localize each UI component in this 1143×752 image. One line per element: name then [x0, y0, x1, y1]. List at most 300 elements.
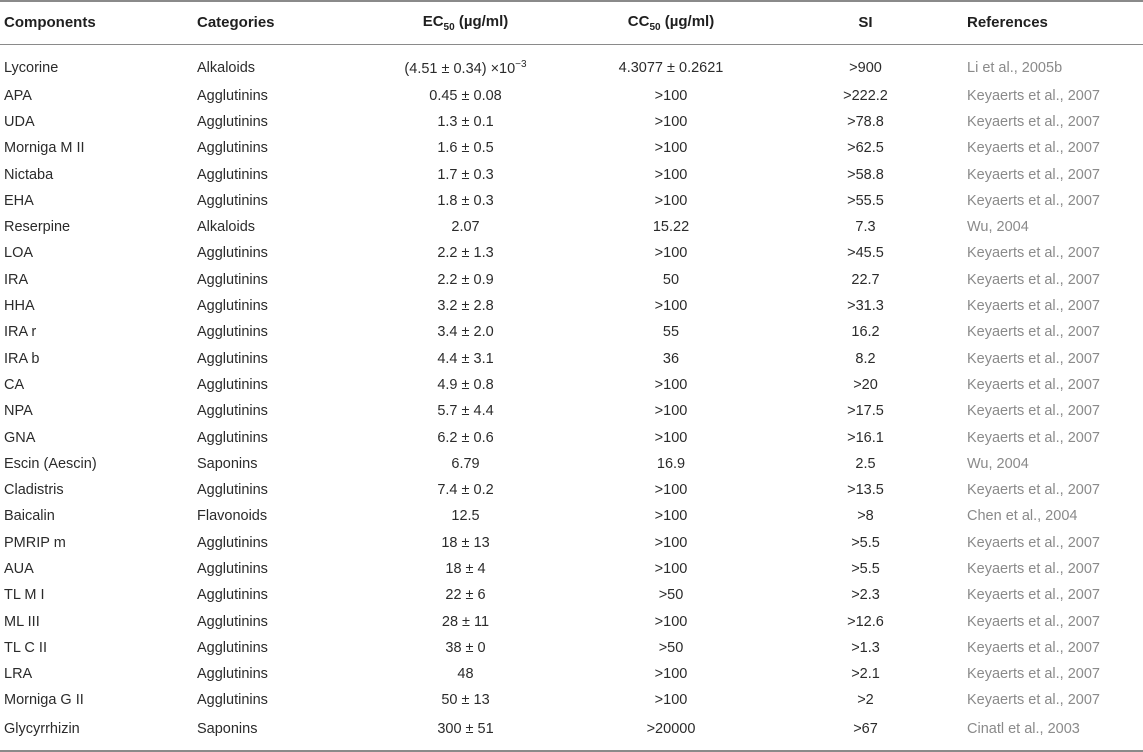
cell-reference-text: Keyaerts et al., 2007 [967, 587, 1100, 604]
cell-reference [953, 503, 1143, 529]
cell-si [778, 687, 953, 713]
cell-category-text: Agglutinins [197, 113, 268, 130]
cell-ec50-text: 12.5 [451, 508, 480, 525]
header-ec50 [367, 1, 564, 44]
cell-ec50-text: 2.07 [451, 219, 480, 236]
cell-category [197, 345, 367, 371]
cell-category [197, 44, 367, 83]
cell-ec50 [367, 135, 564, 161]
cell-si-text: >1.3 [851, 639, 880, 656]
table-row [0, 109, 1143, 135]
cell-ec50 [367, 188, 564, 214]
cell-component-text: Baicalin [4, 508, 55, 525]
cell-reference-text: Keyaerts et al., 2007 [967, 245, 1100, 262]
cell-component [0, 372, 197, 398]
cell-component [0, 293, 197, 319]
cell-cc50-text: >100 [654, 508, 688, 525]
cell-cc50 [564, 635, 778, 661]
cell-category [197, 161, 367, 187]
cell-component-text: UDA [4, 113, 35, 130]
header-cc50-prefix: CC [627, 12, 650, 30]
cell-cc50-text: >100 [654, 692, 688, 709]
cell-category-text: Agglutinins [197, 587, 268, 604]
cell-reference-text: Wu, 2004 [967, 219, 1029, 236]
cell-si-text: >5.5 [851, 560, 880, 577]
cell-ec50-text: 6.2 ± 0.6 [437, 429, 494, 446]
cell-ec50-text: 28 ± 11 [441, 613, 490, 630]
header-row [0, 1, 1143, 44]
cell-category [197, 372, 367, 398]
cell-ec50-text: 4.4 ± 3.1 [437, 350, 494, 367]
cell-component [0, 582, 197, 608]
cell-component [0, 240, 197, 266]
table-row [0, 530, 1143, 556]
cell-si-text: >2.3 [851, 587, 880, 604]
cell-si [778, 161, 953, 187]
cell-component-text: APA [4, 87, 32, 104]
cell-component-text: TL C II [4, 639, 47, 656]
cell-ec50 [367, 661, 564, 687]
cell-component [0, 188, 197, 214]
cell-ec50-text: 1.6 ± 0.5 [437, 140, 494, 157]
cell-si [778, 582, 953, 608]
cell-reference [953, 293, 1143, 319]
table-row [0, 661, 1143, 687]
cell-ec50-text: 3.2 ± 2.8 [437, 298, 494, 315]
cell-si-text: >13.5 [847, 482, 884, 499]
cell-cc50-text: 4.3077 ± 0.2621 [618, 59, 724, 76]
cell-reference-text: Keyaerts et al., 2007 [967, 271, 1100, 288]
cell-ec50-text: 0.45 ± 0.08 [429, 87, 502, 104]
cell-reference [953, 477, 1143, 503]
header-cc50-unit: (µg/ml) [660, 12, 715, 30]
table-row [0, 135, 1143, 161]
cell-si-text: 16.2 [851, 324, 880, 341]
cell-si-text: 8.2 [855, 350, 876, 367]
cell-si [778, 503, 953, 529]
cell-si [778, 345, 953, 371]
cell-si [778, 240, 953, 266]
cell-component [0, 424, 197, 450]
cell-si-text: >12.6 [847, 613, 884, 630]
cell-component [0, 477, 197, 503]
cell-ec50 [367, 44, 564, 83]
cell-ec50-text: 1.7 ± 0.3 [437, 166, 494, 183]
cell-category-text: Agglutinins [197, 376, 268, 393]
cell-si-text: >67 [853, 720, 878, 737]
cell-cc50-text: >100 [654, 113, 688, 130]
cell-ec50-text: 50 ± 13 [441, 692, 490, 709]
cell-category [197, 477, 367, 503]
cell-component [0, 319, 197, 345]
cell-component-text: Cladistris [4, 482, 64, 499]
cell-cc50-text: >100 [654, 560, 688, 577]
cell-component [0, 503, 197, 529]
cell-si-text: >17.5 [847, 403, 884, 420]
cell-cc50-text: >100 [654, 245, 688, 262]
cell-reference-text: Keyaerts et al., 2007 [967, 87, 1100, 104]
cell-category [197, 556, 367, 582]
cell-cc50 [564, 661, 778, 687]
cell-ec50 [367, 293, 564, 319]
cell-si-text: >222.2 [843, 87, 888, 104]
cell-ec50-exponent: −3 [515, 58, 527, 70]
cell-ec50-text: 48 [457, 666, 474, 683]
cell-reference-text: Keyaerts et al., 2007 [967, 166, 1100, 183]
cell-cc50 [564, 608, 778, 634]
cell-ec50 [367, 687, 564, 713]
cell-category [197, 109, 367, 135]
cell-ec50 [367, 214, 564, 240]
cell-si [778, 477, 953, 503]
cell-si-text: >31.3 [847, 298, 884, 315]
cell-ec50 [367, 398, 564, 424]
cell-component-text: Nictaba [4, 166, 54, 183]
header-ec50-prefix: EC [422, 12, 444, 30]
cell-component [0, 398, 197, 424]
cell-cc50-text: >100 [654, 613, 688, 630]
table-row [0, 267, 1143, 293]
cell-component [0, 687, 197, 713]
table-row [0, 214, 1143, 240]
cell-category-text: Alkaloids [197, 59, 256, 76]
table-row [0, 714, 1143, 751]
cell-cc50-text: 15.22 [652, 219, 690, 236]
cell-reference [953, 135, 1143, 161]
cell-cc50-text: 50 [662, 271, 680, 288]
cell-si [778, 661, 953, 687]
cell-reference-text: Keyaerts et al., 2007 [967, 376, 1100, 393]
cell-ec50 [367, 109, 564, 135]
cell-category-text: Agglutinins [197, 298, 268, 315]
cell-si [778, 44, 953, 83]
cell-component-text: Morniga G II [4, 692, 84, 709]
header-cc50 [564, 1, 778, 44]
cell-reference [953, 608, 1143, 634]
cell-component-text: NPA [4, 403, 33, 420]
cell-category-text: Agglutinins [197, 692, 268, 709]
cell-component-text: Reserpine [4, 219, 71, 236]
table-header [0, 1, 1143, 44]
cell-cc50 [564, 161, 778, 187]
header-components: Components [4, 14, 96, 32]
cell-component [0, 661, 197, 687]
cell-component-text: GNA [4, 429, 36, 446]
cell-si [778, 188, 953, 214]
table-row [0, 451, 1143, 477]
table-row [0, 477, 1143, 503]
table-row [0, 503, 1143, 529]
table-row [0, 293, 1143, 319]
cell-reference [953, 83, 1143, 109]
header-ec50-sub: 50 [443, 21, 455, 33]
cell-si [778, 398, 953, 424]
cell-cc50 [564, 714, 778, 751]
cell-category [197, 398, 367, 424]
table-row [0, 83, 1143, 109]
cell-category [197, 293, 367, 319]
cell-category-text: Agglutinins [197, 87, 268, 104]
cell-ec50-text: 1.8 ± 0.3 [437, 192, 494, 209]
cell-reference-text: Chen et al., 2004 [967, 508, 1078, 525]
cell-category [197, 424, 367, 450]
cell-cc50 [564, 293, 778, 319]
cell-ec50 [367, 608, 564, 634]
cell-ec50-text: 18 ± 4 [445, 560, 486, 577]
cell-si [778, 214, 953, 240]
cell-si [778, 135, 953, 161]
cell-ec50 [367, 503, 564, 529]
header-references: References [967, 14, 1048, 32]
table-row [0, 582, 1143, 608]
cell-reference [953, 345, 1143, 371]
cell-reference-text: Keyaerts et al., 2007 [967, 298, 1100, 315]
cell-component-text: Glycyrrhizin [4, 720, 80, 737]
cell-ec50-text: 7.4 ± 0.2 [437, 482, 494, 499]
cell-reference [953, 240, 1143, 266]
cell-component [0, 109, 197, 135]
cell-component-text: Morniga M II [4, 140, 85, 157]
cell-component [0, 451, 197, 477]
cell-si [778, 372, 953, 398]
cell-reference-text: Wu, 2004 [967, 455, 1029, 472]
cell-cc50-text: >100 [654, 192, 688, 209]
cell-reference [953, 424, 1143, 450]
cell-reference [953, 635, 1143, 661]
cell-reference-text: Keyaerts et al., 2007 [967, 482, 1100, 499]
cell-ec50-text: 4.9 ± 0.8 [437, 376, 494, 393]
cell-ec50 [367, 267, 564, 293]
cell-component-text: IRA r [4, 324, 37, 341]
cell-si-text: >5.5 [851, 534, 880, 551]
cell-reference [953, 714, 1143, 751]
cell-component-text: IRA b [4, 350, 40, 367]
cell-reference [953, 398, 1143, 424]
cell-reference-text: Keyaerts et al., 2007 [967, 666, 1100, 683]
cell-reference [953, 267, 1143, 293]
cell-cc50-text: >100 [654, 376, 688, 393]
cell-si-text: >45.5 [847, 245, 884, 262]
cell-reference-text: Keyaerts et al., 2007 [967, 113, 1100, 130]
cell-category [197, 451, 367, 477]
table-body [0, 44, 1143, 751]
cell-si-text: 2.5 [855, 455, 876, 472]
cell-cc50-text: >100 [654, 298, 688, 315]
cell-si [778, 109, 953, 135]
cell-reference-text: Keyaerts et al., 2007 [967, 560, 1100, 577]
cell-category-text: Agglutinins [197, 534, 268, 551]
cell-reference [953, 451, 1143, 477]
cell-ec50 [367, 424, 564, 450]
cell-si-text: >20 [853, 376, 878, 393]
cell-cc50 [564, 556, 778, 582]
cell-cc50 [564, 424, 778, 450]
cell-si [778, 83, 953, 109]
cell-component [0, 608, 197, 634]
cell-category [197, 83, 367, 109]
cell-ec50-text: 3.4 ± 2.0 [437, 324, 494, 341]
cell-si [778, 451, 953, 477]
cell-reference [953, 556, 1143, 582]
cell-component [0, 345, 197, 371]
cell-component-text: ML III [4, 613, 40, 630]
cell-component-text: CA [4, 376, 25, 393]
cell-cc50 [564, 503, 778, 529]
cell-component [0, 556, 197, 582]
cell-ec50 [367, 372, 564, 398]
cell-cc50 [564, 582, 778, 608]
cell-cc50-text: >100 [654, 166, 688, 183]
cell-component-text: Lycorine [4, 59, 59, 76]
cell-cc50-text: >20000 [646, 720, 696, 737]
cell-ec50-text: 300 ± 51 [437, 720, 494, 737]
cell-category-text: Agglutinins [197, 403, 268, 420]
cell-cc50-text: >50 [658, 639, 684, 656]
cell-cc50 [564, 687, 778, 713]
cell-reference-text: Keyaerts et al., 2007 [967, 692, 1100, 709]
cell-ec50-text: 5.7 ± 4.4 [437, 403, 494, 420]
cell-component [0, 135, 197, 161]
cell-reference [953, 687, 1143, 713]
cell-category-text: Agglutinins [197, 350, 268, 367]
cell-category [197, 687, 367, 713]
cell-category-text: Flavonoids [197, 508, 268, 525]
cell-category [197, 214, 367, 240]
cell-category-text: Agglutinins [197, 429, 268, 446]
cell-reference-text: Cinatl et al., 2003 [967, 720, 1080, 737]
cell-si [778, 267, 953, 293]
table-row [0, 424, 1143, 450]
cell-reference-text: Keyaerts et al., 2007 [967, 613, 1100, 630]
cell-category-text: Agglutinins [197, 560, 268, 577]
cell-reference-text: Keyaerts et al., 2007 [967, 324, 1100, 341]
cell-component [0, 530, 197, 556]
cell-cc50-text: 55 [662, 324, 680, 341]
cell-si-text: >62.5 [847, 140, 884, 157]
table-row [0, 188, 1143, 214]
cell-ec50 [367, 635, 564, 661]
cell-category-text: Agglutinins [197, 271, 268, 288]
cell-si [778, 714, 953, 751]
cell-ec50 [367, 451, 564, 477]
cell-reference [953, 188, 1143, 214]
cell-category [197, 319, 367, 345]
cell-component-text: PMRIP m [4, 534, 66, 551]
cell-category-text: Agglutinins [197, 639, 268, 656]
cell-si [778, 556, 953, 582]
cell-category [197, 267, 367, 293]
cell-reference [953, 372, 1143, 398]
cell-component [0, 635, 197, 661]
cell-reference [953, 319, 1143, 345]
cell-category [197, 240, 367, 266]
table-row [0, 319, 1143, 345]
cell-si [778, 293, 953, 319]
cell-ec50 [367, 161, 564, 187]
cell-reference [953, 214, 1143, 240]
cell-reference-text: Keyaerts et al., 2007 [967, 192, 1100, 209]
cell-si-text: 22.7 [851, 271, 880, 288]
cell-reference-text: Keyaerts et al., 2007 [967, 140, 1100, 157]
cell-reference-text: Keyaerts et al., 2007 [967, 350, 1100, 367]
cell-component [0, 267, 197, 293]
cell-si [778, 424, 953, 450]
table-row [0, 687, 1143, 713]
cell-ec50-text: 1.3 ± 0.1 [437, 113, 494, 130]
table-row [0, 240, 1143, 266]
table-row [0, 635, 1143, 661]
table-row [0, 556, 1143, 582]
cell-category [197, 530, 367, 556]
header-ec50-unit: (µg/ml) [454, 12, 509, 30]
cell-ec50 [367, 556, 564, 582]
cell-si-text: >55.5 [847, 192, 884, 209]
cell-cc50-text: >100 [654, 534, 688, 551]
cell-cc50 [564, 267, 778, 293]
cell-reference [953, 661, 1143, 687]
cell-component-text: HHA [4, 298, 35, 315]
cell-ec50-text: (4.51 ± 0.34) ×10 [404, 60, 516, 77]
cell-category-text: Agglutinins [197, 324, 268, 341]
cell-reference [953, 582, 1143, 608]
cell-cc50 [564, 44, 778, 83]
cell-category [197, 661, 367, 687]
cell-component-text: EHA [4, 192, 34, 209]
cell-ec50 [367, 240, 564, 266]
cell-reference-text: Keyaerts et al., 2007 [967, 534, 1100, 551]
cell-cc50-text: >100 [654, 429, 688, 446]
cell-reference [953, 109, 1143, 135]
cell-cc50-text: >100 [654, 666, 688, 683]
cell-category-text: Agglutinins [197, 482, 268, 499]
cell-category [197, 608, 367, 634]
cell-category-text: Saponins [197, 720, 258, 737]
cell-cc50 [564, 188, 778, 214]
cell-ec50-text: 6.79 [451, 455, 480, 472]
cell-cc50-text: >100 [654, 403, 688, 420]
cell-component-text: LRA [4, 666, 33, 683]
cell-si-text: >78.8 [847, 113, 884, 130]
cell-cc50 [564, 109, 778, 135]
cell-si-text: >900 [849, 59, 882, 76]
cell-category-text: Agglutinins [197, 613, 268, 630]
cell-category-text: Agglutinins [197, 192, 268, 209]
cell-cc50 [564, 319, 778, 345]
cell-cc50 [564, 240, 778, 266]
table-row [0, 608, 1143, 634]
cell-si [778, 608, 953, 634]
cell-ec50 [367, 83, 564, 109]
cell-cc50-text: >100 [654, 482, 688, 499]
cell-category [197, 135, 367, 161]
cell-reference [953, 44, 1143, 83]
cell-cc50 [564, 214, 778, 240]
cell-category-text: Agglutinins [197, 245, 268, 262]
cell-component-text: AUA [4, 560, 34, 577]
cell-reference-text: Keyaerts et al., 2007 [967, 639, 1100, 656]
header-cc50-sub: 50 [649, 21, 661, 33]
cell-component-text: TL M I [4, 587, 45, 604]
cell-ec50-text: 2.2 ± 1.3 [437, 245, 494, 262]
cell-si-text: >2.1 [851, 666, 880, 683]
table-row [0, 44, 1143, 83]
cell-component [0, 161, 197, 187]
cell-reference [953, 530, 1143, 556]
cell-si-text: >2 [857, 692, 874, 709]
cell-category [197, 635, 367, 661]
cell-cc50-text: >100 [654, 87, 688, 104]
cell-ec50 [367, 530, 564, 556]
